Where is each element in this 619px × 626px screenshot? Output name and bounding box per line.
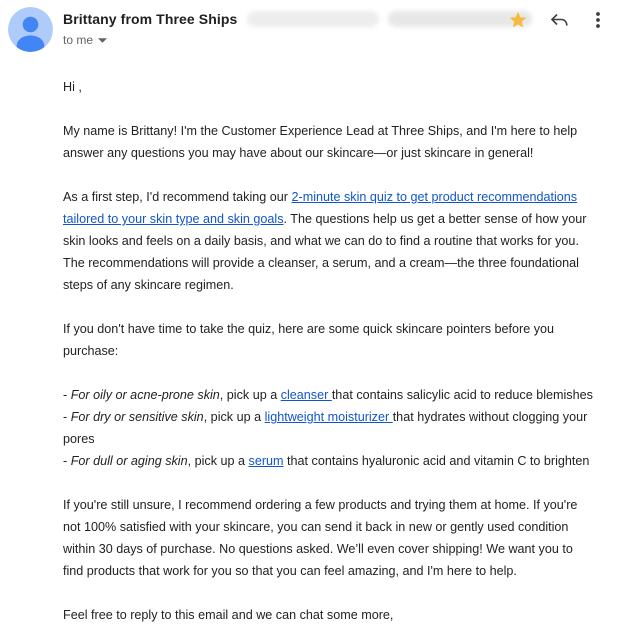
body-text: . The questions help us get a better sense of how your skin looks and feels on a daily basis, and what we can do to find a routine that works for you. The recommendations will provide a cleanser, a serum, and a cream—the three foundational steps of any skincare regimen. <box>63 212 587 292</box>
body-paragraph <box>63 318 595 362</box>
body-text: that contains hyaluronic acid and vitamin C to brighten <box>283 454 590 468</box>
body-text: Hi , <box>63 80 82 94</box>
header-actions <box>508 10 606 30</box>
body-text: - <box>63 388 71 402</box>
kebab-menu-icon[interactable] <box>590 11 606 29</box>
body-text: , pick up a <box>219 388 281 402</box>
body-text: , pick up a <box>203 410 265 424</box>
body-link[interactable]: cleanser <box>280 388 332 402</box>
body-paragraph <box>63 186 595 296</box>
body-text-italic: For dull or aging skin <box>70 454 188 468</box>
body-text-italic: For dry or sensitive skin <box>70 410 204 424</box>
recipient-details-toggle[interactable] <box>63 32 532 48</box>
email-body <box>63 76 595 626</box>
body-link[interactable]: 2-minute skin quiz to get product recommendations tailored to your skin type and skin goals <box>63 190 578 226</box>
body-text: that hydrates without clogging your pores <box>63 410 588 446</box>
body-link[interactable]: lightweight moisturizer <box>264 410 393 424</box>
header-main <box>63 8 532 48</box>
reply-icon[interactable] <box>549 10 569 30</box>
body-paragraph <box>63 384 595 406</box>
body-text: - <box>63 410 71 424</box>
body-text: - <box>63 454 71 468</box>
body-text: Feel free to reply to this email and we can chat some more, <box>63 608 394 622</box>
body-text: As a first step, I'd recommend taking our <box>63 190 292 204</box>
recipient-label: to me <box>63 33 94 47</box>
email-header <box>0 0 619 54</box>
body-text: , pick up a <box>187 454 249 468</box>
redacted-sender-email <box>247 11 379 27</box>
body-paragraph <box>63 120 595 164</box>
body-paragraph <box>63 450 595 472</box>
body-paragraph <box>63 494 595 582</box>
body-text: that contains salicylic acid to reduce blemishes <box>331 388 593 402</box>
body-paragraph <box>63 406 595 450</box>
body-link[interactable]: serum <box>248 454 284 468</box>
sender-row <box>63 8 532 29</box>
body-text: If you're still unsure, I recommend ordering a few products and trying them at home. If you're not 100% satisfied with your skincare, you can send it back in new or gently used condition within 30 days of purchase. No questions asked. We’ll even cover shipping! We want you to find products that work for you so that you can feel amazing, and I'm here to help. <box>63 498 578 578</box>
body-paragraph <box>63 604 595 626</box>
star-icon[interactable] <box>508 10 528 30</box>
body-text: My name is Brittany! I'm the Customer Experience Lead at Three Ships, and I'm here to help answer any questions you may have about our skincare—or just skincare in general! <box>63 124 578 160</box>
body-paragraph <box>63 76 595 98</box>
person-avatar[interactable] <box>8 7 53 52</box>
sender-name: Brittany from Three Ships <box>63 10 238 27</box>
body-text-italic: For oily or acne-prone skin <box>70 388 220 402</box>
body-text: If you don't have time to take the quiz, here are some quick skincare pointers before you purchase: <box>63 322 555 358</box>
chevron-down-icon <box>98 38 107 43</box>
